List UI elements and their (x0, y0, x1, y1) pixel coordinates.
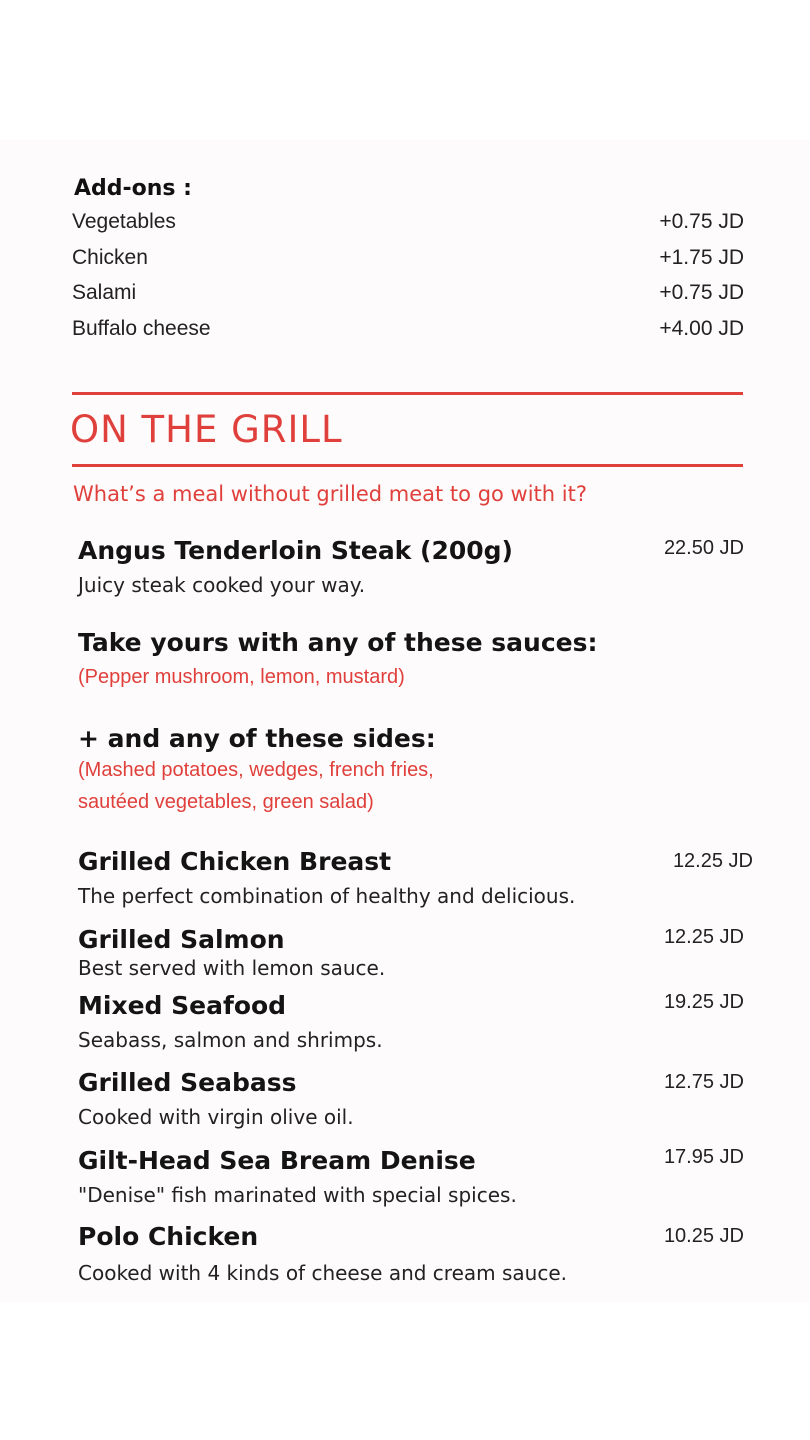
item-price-steak: 22.50 JD (663, 537, 744, 559)
item-desc: Seabass, salmon and shrimps. (78, 1028, 383, 1052)
sides-list-line-2: sautéed vegetables, green salad) (78, 791, 374, 813)
section-rule-top (72, 392, 743, 395)
addon-name: Vegetables (72, 210, 176, 233)
item-name: Grilled Seabass (78, 1068, 297, 1097)
addon-name: Salami (72, 281, 137, 304)
addon-price: +1.75 JD (659, 246, 744, 269)
item-name: Grilled Salmon (78, 925, 285, 954)
item-name: Gilt-Head Sea Bream Denise (78, 1146, 476, 1175)
item-price: 12.75 JD (663, 1071, 744, 1093)
section-tagline: What’s a meal without grilled meat to go with it? (73, 482, 587, 506)
addon-name: Chicken (72, 246, 148, 269)
item-name: Mixed Seafood (78, 991, 287, 1020)
item-desc: Cooked with 4 kinds of cheese and cream sauce. (78, 1261, 567, 1285)
item-price: 12.25 JD (663, 926, 744, 948)
item-price: 12.25 JD (672, 850, 753, 872)
sauces-heading: Take yours with any of these sauces: (78, 628, 598, 657)
section-title: ON THE GRILL (70, 408, 343, 451)
item-desc: Best served with lemon sauce. (78, 956, 386, 980)
sides-heading: + and any of these sides: (78, 724, 436, 753)
item-desc-steak: Juicy steak cooked your way. (78, 573, 366, 597)
item-desc: The perfect combination of healthy and delicious. (78, 884, 576, 908)
addon-price: +0.75 JD (659, 210, 744, 233)
section-rule-bottom (72, 464, 743, 467)
item-desc: "Denise" fish marinated with special spices. (78, 1183, 517, 1207)
addons-title: Add-ons : (74, 176, 192, 201)
item-price: 19.25 JD (663, 991, 744, 1013)
sides-list-line-1: (Mashed potatoes, wedges, french fries, (78, 759, 434, 781)
item-name-steak: Angus Tenderloin Steak (200g) (78, 536, 513, 565)
item-name: Polo Chicken (78, 1222, 259, 1251)
addon-name: Buffalo cheese (72, 317, 211, 340)
addon-price: +4.00 JD (659, 317, 744, 340)
addon-price: +0.75 JD (659, 281, 744, 304)
item-desc: Cooked with virgin olive oil. (78, 1105, 354, 1129)
item-price: 10.25 JD (663, 1225, 744, 1247)
sauces-list: (Pepper mushroom, lemon, mustard) (78, 666, 405, 688)
item-name: Grilled Chicken Breast (78, 847, 392, 876)
item-price: 17.95 JD (663, 1146, 744, 1168)
